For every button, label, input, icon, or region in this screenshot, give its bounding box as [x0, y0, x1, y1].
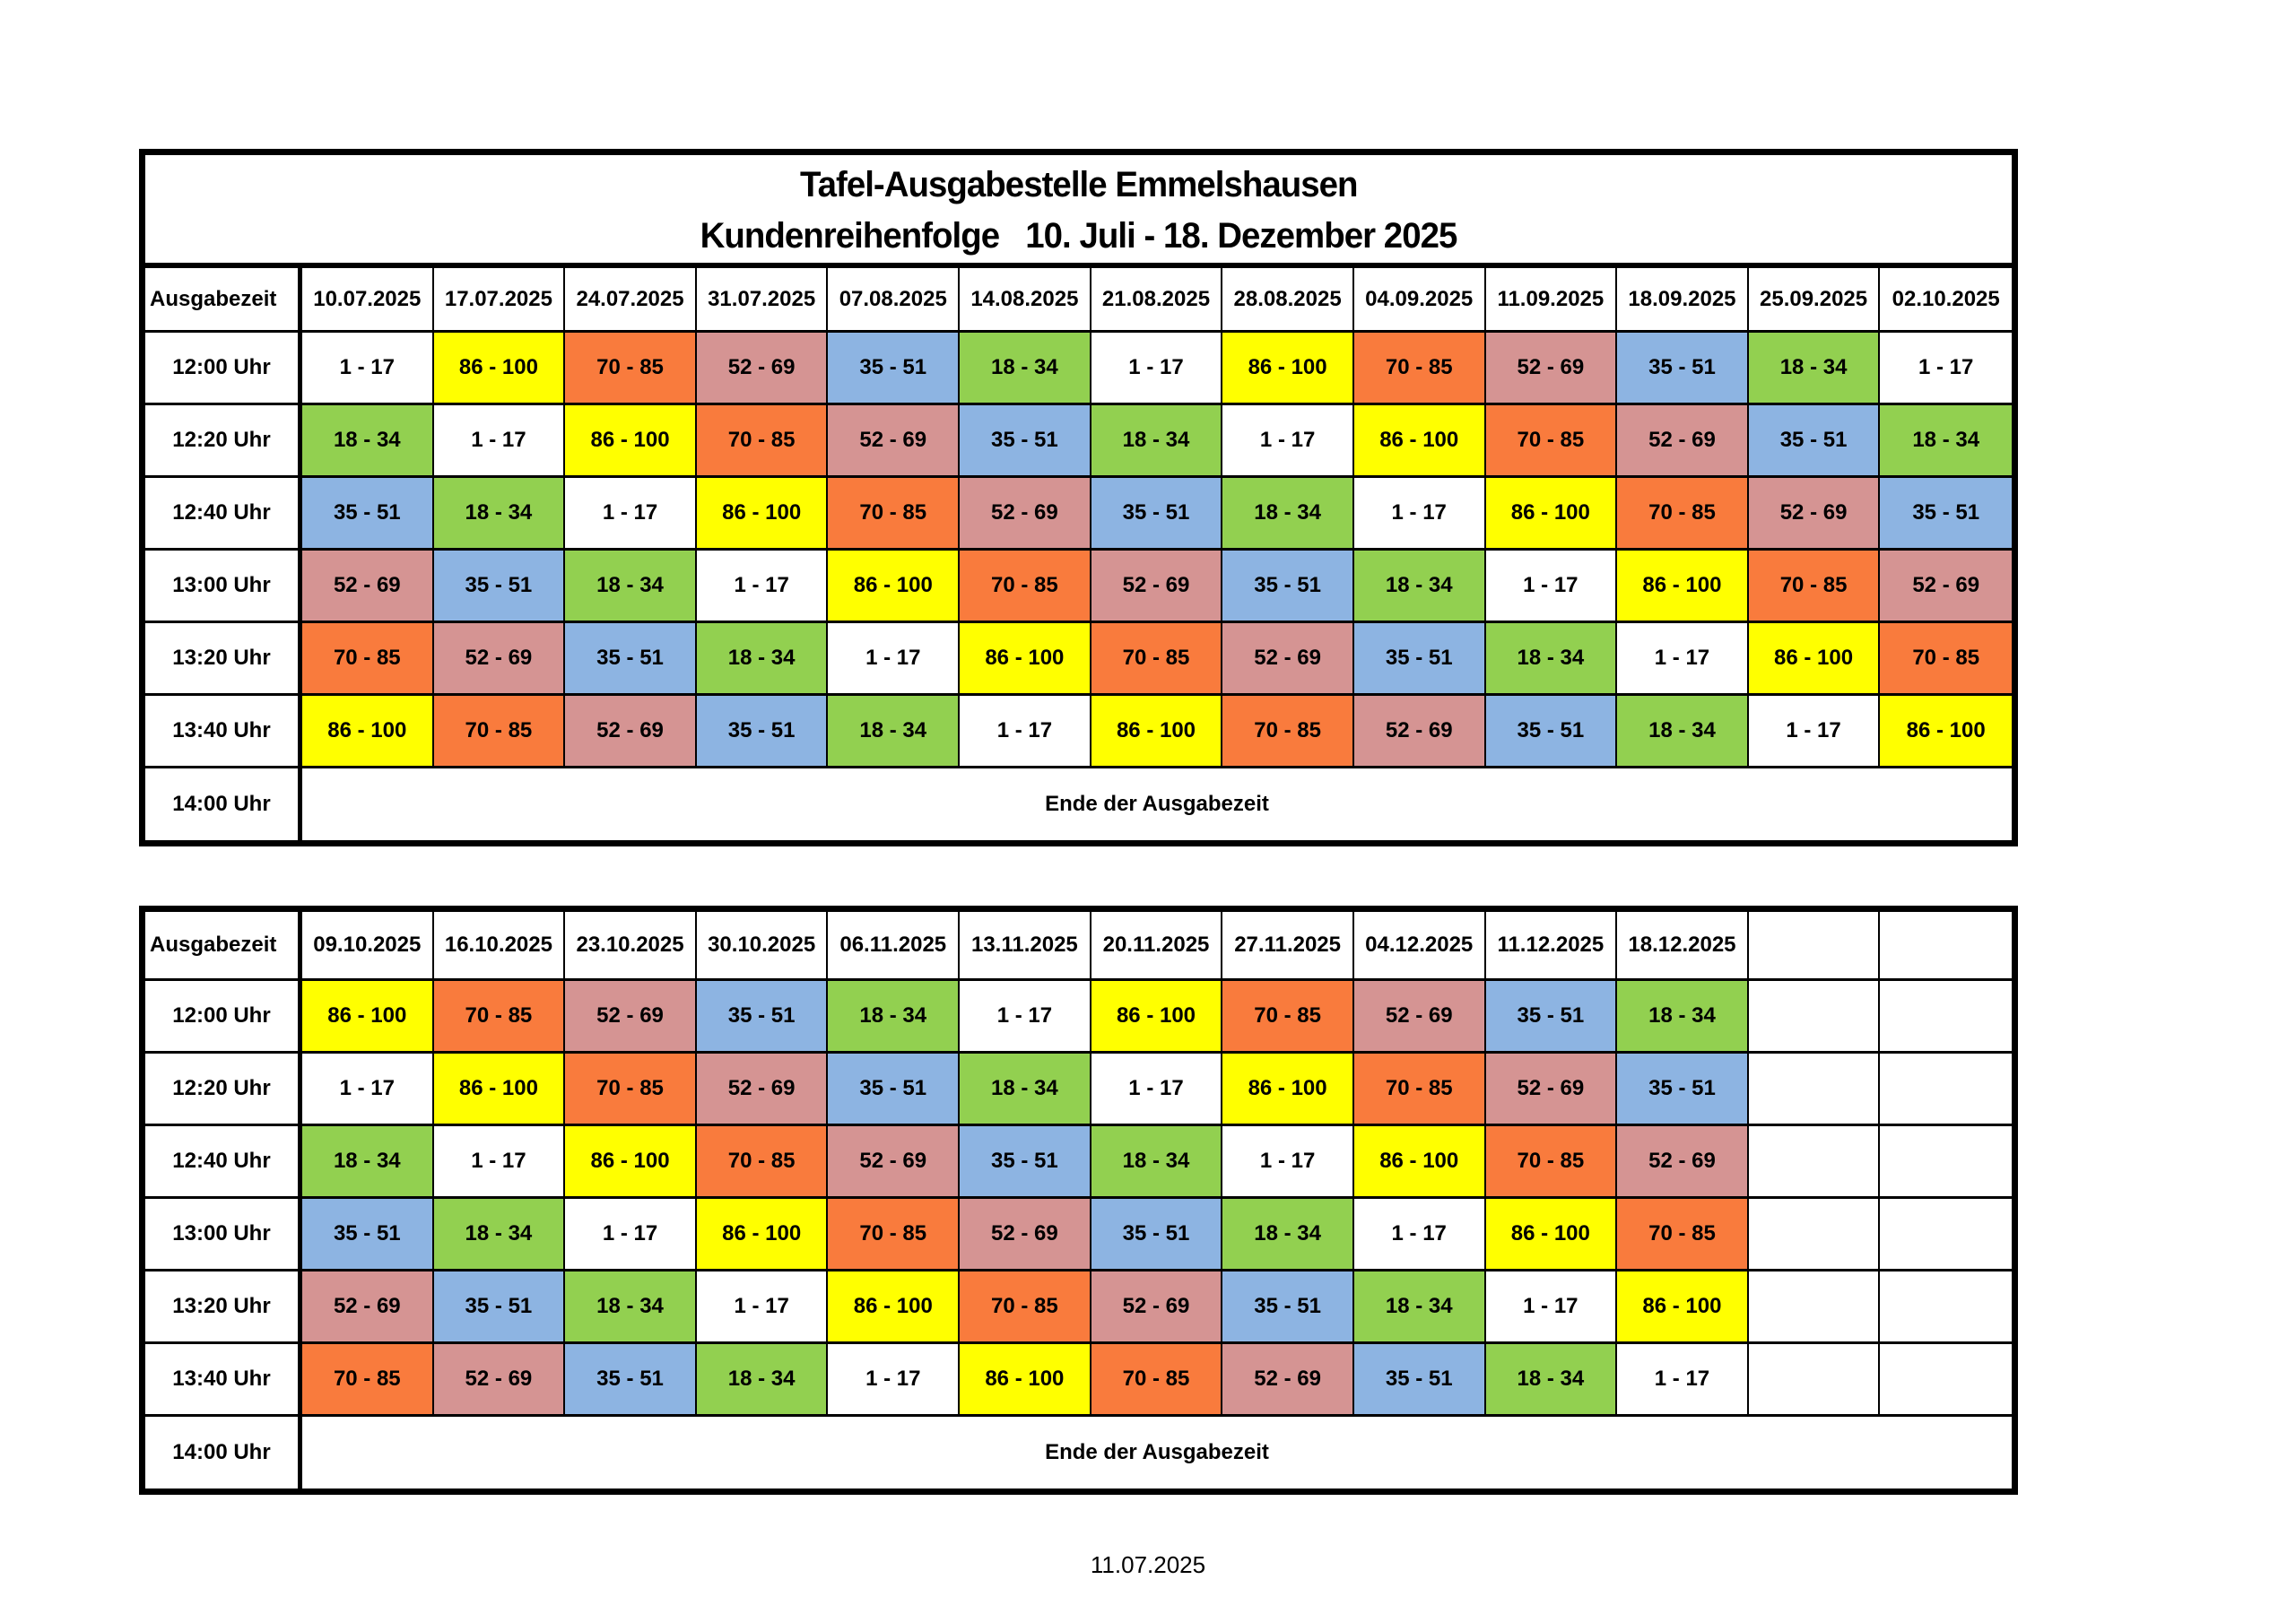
schedule-cell: 52 - 69 — [1749, 478, 1881, 551]
date-header: 11.12.2025 — [1486, 912, 1618, 981]
date-header: 04.12.2025 — [1354, 912, 1486, 981]
empty-cell — [1749, 1271, 1881, 1344]
schedule-cell: 35 - 51 — [1749, 405, 1881, 478]
date-header: 23.10.2025 — [565, 912, 697, 981]
schedule-cell: 18 - 34 — [1749, 333, 1881, 405]
schedule-cell: 18 - 34 — [1354, 1271, 1486, 1344]
page-title: Tafel-Ausgabestelle Emmelshausen — [799, 165, 1358, 204]
schedule-cell: 1 - 17 — [1880, 333, 2012, 405]
schedule-cell: 18 - 34 — [1617, 696, 1749, 768]
schedule-cell: 35 - 51 — [434, 551, 566, 623]
schedule-cell: 18 - 34 — [1486, 1344, 1618, 1417]
empty-header-cell — [1880, 912, 2012, 981]
time-column-header: Ausgabezeit — [145, 912, 302, 981]
schedule-cell: 52 - 69 — [302, 551, 434, 623]
time-label: 12:20 Uhr — [145, 405, 302, 478]
date-header: 09.10.2025 — [302, 912, 434, 981]
schedule-cell: 35 - 51 — [434, 1271, 566, 1344]
date-header: 14.08.2025 — [960, 268, 1091, 333]
schedule-cell: 1 - 17 — [828, 1344, 960, 1417]
schedule-cell: 35 - 51 — [565, 623, 697, 696]
schedule-grid-second-half — [145, 912, 2012, 1488]
schedule-cell: 35 - 51 — [1091, 1199, 1223, 1271]
schedule-cell: 18 - 34 — [1222, 478, 1354, 551]
schedule-cell: 35 - 51 — [1091, 478, 1223, 551]
empty-cell — [1880, 981, 2012, 1054]
time-label: 12:40 Uhr — [145, 1126, 302, 1199]
empty-cell — [1749, 1199, 1881, 1271]
schedule-cell: 86 - 100 — [697, 1199, 829, 1271]
schedule-cell: 1 - 17 — [1222, 1126, 1354, 1199]
schedule-cell: 1 - 17 — [434, 405, 566, 478]
schedule-cell: 18 - 34 — [1617, 981, 1749, 1054]
schedule-cell: 1 - 17 — [1617, 1344, 1749, 1417]
date-header: 13.11.2025 — [960, 912, 1091, 981]
schedule-cell: 1 - 17 — [1354, 478, 1486, 551]
schedule-cell: 18 - 34 — [565, 551, 697, 623]
schedule-cell: 70 - 85 — [1222, 981, 1354, 1054]
date-header: 30.10.2025 — [697, 912, 829, 981]
time-label: 12:40 Uhr — [145, 478, 302, 551]
date-header: 21.08.2025 — [1091, 268, 1223, 333]
schedule-cell: 18 - 34 — [1354, 551, 1486, 623]
date-header: 10.07.2025 — [302, 268, 434, 333]
schedule-cell: 35 - 51 — [828, 1054, 960, 1126]
schedule-cell: 35 - 51 — [1880, 478, 2012, 551]
date-header: 25.09.2025 — [1749, 268, 1881, 333]
schedule-cell: 86 - 100 — [1222, 1054, 1354, 1126]
schedule-cell: 86 - 100 — [1880, 696, 2012, 768]
schedule-cell: 70 - 85 — [1354, 333, 1486, 405]
schedule-cell: 18 - 34 — [828, 981, 960, 1054]
schedule-cell: 52 - 69 — [697, 1054, 829, 1126]
schedule-cell: 86 - 100 — [565, 405, 697, 478]
schedule-cell: 70 - 85 — [1354, 1054, 1486, 1126]
empty-cell — [1880, 1054, 2012, 1126]
schedule-cell: 18 - 34 — [434, 478, 566, 551]
schedule-cell: 35 - 51 — [1617, 333, 1749, 405]
schedule-cell: 52 - 69 — [1486, 333, 1618, 405]
time-column-header: Ausgabezeit — [145, 268, 302, 333]
schedule-cell: 86 - 100 — [434, 333, 566, 405]
schedule-cell: 86 - 100 — [1617, 551, 1749, 623]
schedule-cell: 86 - 100 — [960, 1344, 1091, 1417]
schedule-cell: 18 - 34 — [697, 623, 829, 696]
schedule-cell: 35 - 51 — [828, 333, 960, 405]
schedule-cell: 18 - 34 — [302, 1126, 434, 1199]
schedule-cell: 70 - 85 — [960, 1271, 1091, 1344]
schedule-cell: 70 - 85 — [1486, 405, 1618, 478]
schedule-cell: 1 - 17 — [828, 623, 960, 696]
end-of-distribution-label: Ende der Ausgabezeit — [302, 768, 2012, 840]
schedule-cell: 18 - 34 — [434, 1199, 566, 1271]
schedule-cell: 52 - 69 — [1354, 696, 1486, 768]
schedule-cell: 86 - 100 — [1354, 1126, 1486, 1199]
schedule-cell: 35 - 51 — [1222, 1271, 1354, 1344]
schedule-cell: 52 - 69 — [828, 405, 960, 478]
schedule-cell: 52 - 69 — [565, 981, 697, 1054]
schedule-cell: 86 - 100 — [1091, 981, 1223, 1054]
schedule-cell: 1 - 17 — [1354, 1199, 1486, 1271]
time-label: 14:00 Uhr — [145, 768, 302, 840]
schedule-cell: 70 - 85 — [1617, 1199, 1749, 1271]
empty-cell — [1880, 1271, 2012, 1344]
time-label: 13:40 Uhr — [145, 696, 302, 768]
date-header: 06.11.2025 — [828, 912, 960, 981]
schedule-cell: 35 - 51 — [1354, 1344, 1486, 1417]
end-of-distribution-label: Ende der Ausgabezeit — [302, 1417, 2012, 1488]
schedule-cell: 86 - 100 — [1617, 1271, 1749, 1344]
schedule-cell: 52 - 69 — [1354, 981, 1486, 1054]
schedule-cell: 1 - 17 — [302, 333, 434, 405]
schedule-cell: 86 - 100 — [302, 981, 434, 1054]
schedule-cell: 86 - 100 — [1222, 333, 1354, 405]
schedule-cell: 18 - 34 — [565, 1271, 697, 1344]
time-label: 13:00 Uhr — [145, 1199, 302, 1271]
schedule-cell: 35 - 51 — [1222, 551, 1354, 623]
schedule-cell: 1 - 17 — [960, 696, 1091, 768]
schedule-table-second-half — [139, 906, 2018, 1495]
schedule-cell: 1 - 17 — [1486, 1271, 1618, 1344]
table-title-block — [145, 155, 2012, 268]
schedule-cell: 18 - 34 — [1486, 623, 1618, 696]
time-label: 12:20 Uhr — [145, 1054, 302, 1126]
schedule-cell: 52 - 69 — [697, 333, 829, 405]
schedule-cell: 52 - 69 — [960, 1199, 1091, 1271]
schedule-cell: 52 - 69 — [302, 1271, 434, 1344]
schedule-cell: 86 - 100 — [565, 1126, 697, 1199]
date-header: 18.09.2025 — [1617, 268, 1749, 333]
schedule-cell: 1 - 17 — [434, 1126, 566, 1199]
date-header: 11.09.2025 — [1486, 268, 1618, 333]
schedule-cell: 18 - 34 — [1091, 405, 1223, 478]
schedule-cell: 1 - 17 — [1091, 333, 1223, 405]
footer-date: 11.07.2025 — [1090, 1551, 1206, 1578]
schedule-cell: 35 - 51 — [697, 981, 829, 1054]
schedule-cell: 70 - 85 — [1880, 623, 2012, 696]
schedule-cell: 18 - 34 — [960, 333, 1091, 405]
schedule-cell: 52 - 69 — [1486, 1054, 1618, 1126]
schedule-cell: 35 - 51 — [302, 478, 434, 551]
schedule-cell: 52 - 69 — [1617, 1126, 1749, 1199]
schedule-cell: 70 - 85 — [1091, 623, 1223, 696]
schedule-cell: 52 - 69 — [1222, 623, 1354, 696]
schedule-cell: 52 - 69 — [1222, 1344, 1354, 1417]
schedule-cell: 86 - 100 — [828, 551, 960, 623]
schedule-cell: 1 - 17 — [1617, 623, 1749, 696]
empty-cell — [1749, 1126, 1881, 1199]
schedule-cell: 18 - 34 — [828, 696, 960, 768]
schedule-cell: 70 - 85 — [302, 623, 434, 696]
date-header: 04.09.2025 — [1354, 268, 1486, 333]
schedule-cell: 70 - 85 — [565, 333, 697, 405]
schedule-cell: 18 - 34 — [697, 1344, 829, 1417]
time-label: 13:20 Uhr — [145, 1271, 302, 1344]
schedule-cell: 52 - 69 — [1091, 551, 1223, 623]
schedule-cell: 86 - 100 — [697, 478, 829, 551]
schedule-cell: 35 - 51 — [1354, 623, 1486, 696]
schedule-cell: 52 - 69 — [1617, 405, 1749, 478]
schedule-cell: 18 - 34 — [1091, 1126, 1223, 1199]
schedule-cell: 1 - 17 — [1749, 696, 1881, 768]
schedule-grid-first-half — [145, 268, 2012, 840]
date-header: 28.08.2025 — [1222, 268, 1354, 333]
schedule-cell: 35 - 51 — [1617, 1054, 1749, 1126]
schedule-cell: 70 - 85 — [1222, 696, 1354, 768]
schedule-cell: 70 - 85 — [1749, 551, 1881, 623]
time-label: 12:00 Uhr — [145, 333, 302, 405]
schedule-cell: 70 - 85 — [1091, 1344, 1223, 1417]
time-label: 13:00 Uhr — [145, 551, 302, 623]
empty-cell — [1749, 981, 1881, 1054]
date-header: 18.12.2025 — [1617, 912, 1749, 981]
date-header: 31.07.2025 — [697, 268, 829, 333]
schedule-cell: 35 - 51 — [697, 696, 829, 768]
page-subtitle: Kundenreihenfolge 10. Juli - 18. Dezember 2025 — [700, 216, 1457, 256]
empty-cell — [1749, 1344, 1881, 1417]
schedule-cell: 52 - 69 — [1091, 1271, 1223, 1344]
time-label: 12:00 Uhr — [145, 981, 302, 1054]
time-label: 13:40 Uhr — [145, 1344, 302, 1417]
schedule-cell: 86 - 100 — [828, 1271, 960, 1344]
schedule-cell: 18 - 34 — [1880, 405, 2012, 478]
schedule-cell: 35 - 51 — [960, 405, 1091, 478]
schedule-cell: 18 - 34 — [1222, 1199, 1354, 1271]
date-header: 17.07.2025 — [434, 268, 566, 333]
time-label: 14:00 Uhr — [145, 1417, 302, 1488]
schedule-cell: 1 - 17 — [960, 981, 1091, 1054]
schedule-cell: 1 - 17 — [1091, 1054, 1223, 1126]
schedule-cell: 70 - 85 — [565, 1054, 697, 1126]
empty-cell — [1880, 1126, 2012, 1199]
date-header: 02.10.2025 — [1880, 268, 2012, 333]
schedule-cell: 86 - 100 — [960, 623, 1091, 696]
schedule-cell: 18 - 34 — [960, 1054, 1091, 1126]
empty-cell — [1880, 1199, 2012, 1271]
date-header: 16.10.2025 — [434, 912, 566, 981]
schedule-cell: 35 - 51 — [960, 1126, 1091, 1199]
schedule-cell: 70 - 85 — [302, 1344, 434, 1417]
schedule-cell: 86 - 100 — [1354, 405, 1486, 478]
time-label: 13:20 Uhr — [145, 623, 302, 696]
schedule-cell: 52 - 69 — [434, 1344, 566, 1417]
schedule-cell: 52 - 69 — [828, 1126, 960, 1199]
schedule-cell: 52 - 69 — [434, 623, 566, 696]
schedule-cell: 52 - 69 — [960, 478, 1091, 551]
schedule-cell: 86 - 100 — [1091, 696, 1223, 768]
schedule-cell: 35 - 51 — [302, 1199, 434, 1271]
schedule-cell: 70 - 85 — [960, 551, 1091, 623]
empty-cell — [1749, 1054, 1881, 1126]
schedule-cell: 52 - 69 — [1880, 551, 2012, 623]
schedule-cell: 86 - 100 — [302, 696, 434, 768]
empty-cell — [1880, 1344, 2012, 1417]
schedule-cell: 70 - 85 — [1486, 1126, 1618, 1199]
date-header: 27.11.2025 — [1222, 912, 1354, 981]
schedule-cell: 70 - 85 — [697, 1126, 829, 1199]
empty-header-cell — [1749, 912, 1881, 981]
schedule-cell: 1 - 17 — [697, 551, 829, 623]
schedule-cell: 86 - 100 — [1749, 623, 1881, 696]
schedule-cell: 70 - 85 — [434, 696, 566, 768]
schedule-cell: 86 - 100 — [1486, 478, 1618, 551]
schedule-cell: 70 - 85 — [1617, 478, 1749, 551]
schedule-cell: 18 - 34 — [302, 405, 434, 478]
schedule-cell: 86 - 100 — [434, 1054, 566, 1126]
schedule-cell: 1 - 17 — [1222, 405, 1354, 478]
date-header: 24.07.2025 — [565, 268, 697, 333]
schedule-cell: 70 - 85 — [828, 478, 960, 551]
schedule-cell: 35 - 51 — [1486, 696, 1618, 768]
date-header: 20.11.2025 — [1091, 912, 1223, 981]
schedule-cell: 1 - 17 — [565, 1199, 697, 1271]
schedule-cell: 35 - 51 — [565, 1344, 697, 1417]
schedule-cell: 1 - 17 — [565, 478, 697, 551]
schedule-cell: 1 - 17 — [1486, 551, 1618, 623]
schedule-cell: 86 - 100 — [1486, 1199, 1618, 1271]
date-header: 07.08.2025 — [828, 268, 960, 333]
schedule-cell: 1 - 17 — [697, 1271, 829, 1344]
schedule-cell: 70 - 85 — [434, 981, 566, 1054]
schedule-cell: 1 - 17 — [302, 1054, 434, 1126]
schedule-cell: 70 - 85 — [828, 1199, 960, 1271]
schedule-table-first-half — [139, 149, 2018, 846]
schedule-cell: 35 - 51 — [1486, 981, 1618, 1054]
schedule-cell: 52 - 69 — [565, 696, 697, 768]
schedule-cell: 70 - 85 — [697, 405, 829, 478]
